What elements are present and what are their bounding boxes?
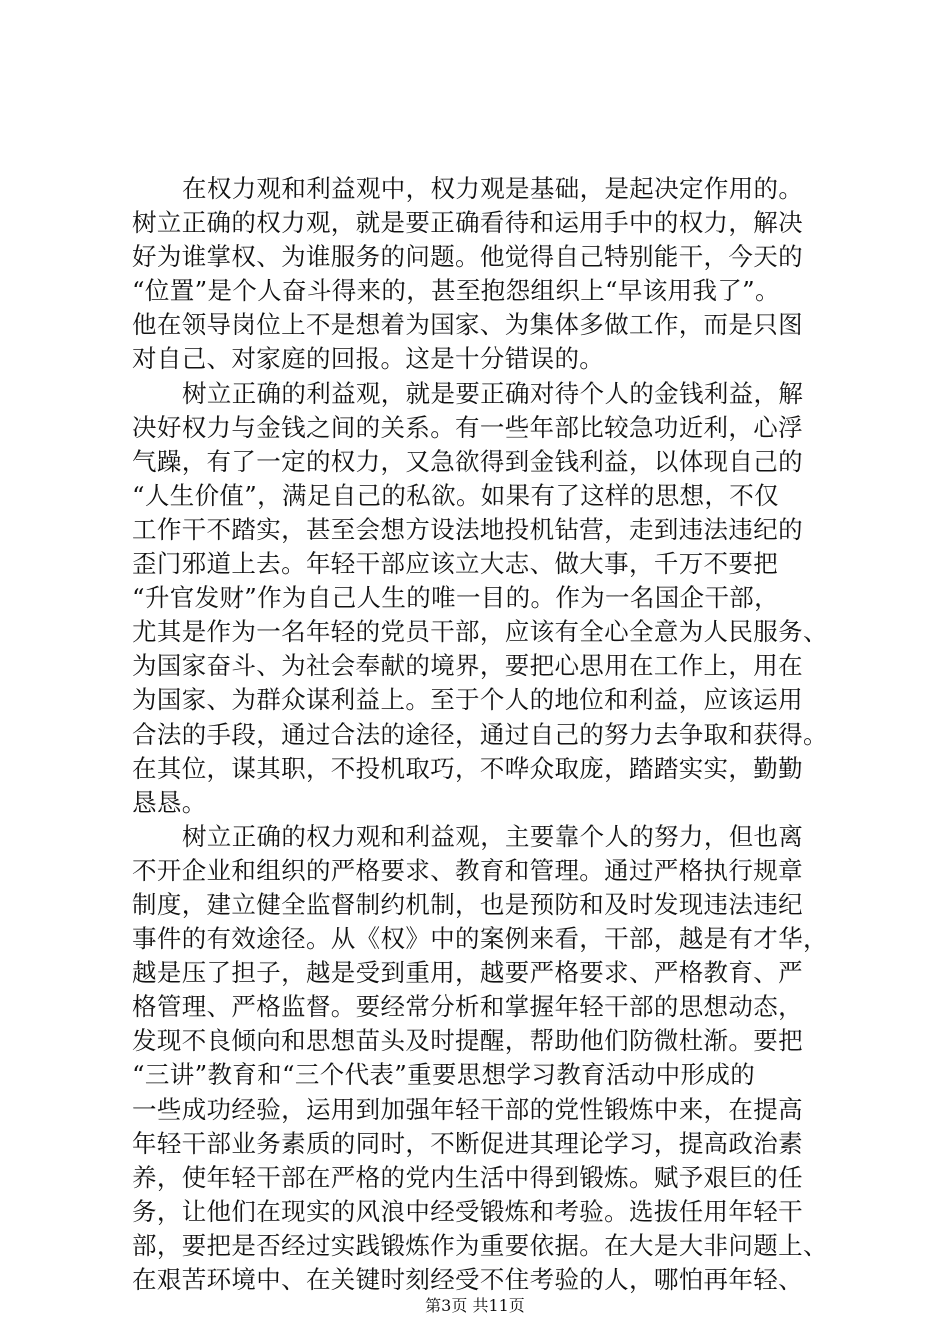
text-line: “升官发财”作为自己人生的唯一目的。作为一名国企干部，: [132, 583, 779, 613]
text-line: 好为谁掌权、为谁服务的问题。他觉得自己特别能干，今天的: [132, 242, 803, 272]
text-line: 在艰苦环境中、在关键时刻经受不住考验的人，哪怕再年轻、: [132, 1265, 803, 1294]
text-line: 越是压了担子，越是受到重用，越要严格要求、严格教育、严: [132, 958, 803, 988]
text-line: 为国家奋斗、为社会奉献的境界，要把心思用在工作上，用在: [132, 651, 803, 681]
text-line: 尤其是作为一名年轻的党员干部，应该有全心全意为人民服务、: [132, 617, 828, 647]
text-line: “人生价值”，满足自己的私欲。如果有了这样的思想，不仅: [132, 480, 779, 510]
text-line: 格管理、严格监督。要经常分析和掌握年轻干部的思想动态，: [132, 992, 803, 1022]
text-line: 不开企业和组织的严格要求、教育和管理。通过严格执行规章: [132, 855, 803, 885]
text-line: 发现不良倾向和思想苗头及时提醒，帮助他们防微杜渐。要把: [132, 1026, 803, 1056]
text-line: 歪门邪道上去。年轻干部应该立大志、做大事，千万不要把: [132, 549, 779, 579]
text-line: 事件的有效途径。从《权》中的案例来看，干部，越是有才华，: [132, 924, 828, 954]
text-line: 养，使年轻干部在严格的党内生活中得到锻炼。赋予艰巨的任: [132, 1162, 803, 1192]
text-line: 务，让他们在现实的风浪中经受锻炼和考验。选拔任用年轻干: [132, 1196, 803, 1226]
body-text: [132, 172, 852, 1297]
text-line: 制度，建立健全监督制约机制，也是预防和及时发现违法违纪: [132, 889, 803, 919]
text-line: 年轻干部业务素质的同时，不断促进其理论学习，提高政治素: [132, 1128, 803, 1158]
text-line: 决好权力与金钱之间的关系。有一些年部比较急功近利，心浮: [132, 412, 803, 442]
page-footer: 第3页 共11页: [425, 1296, 525, 1315]
paragraph-first-line: 树立正确的利益观，就是要正确对待个人的金钱利益，解: [182, 378, 804, 408]
text-line: 恳恳。: [132, 787, 207, 817]
text-line: 部，要把是否经过实践锻炼作为重要依据。在大是大非问题上、: [132, 1230, 828, 1260]
text-line: 一些成功经验，运用到加强年轻干部的党性锻炼中来，在提高: [132, 1094, 803, 1124]
paragraph-first-line: 树立正确的权力观和利益观，主要靠个人的努力，但也离: [182, 821, 804, 851]
text-line: 对自己、对家庭的回报。这是十分错误的。: [132, 344, 605, 374]
text-line: 工作干不踏实，甚至会想方设法地投机钻营，走到违法违纪的: [132, 514, 803, 544]
text-line: 合法的手段，通过合法的途径，通过自己的努力去争取和获得。: [132, 719, 828, 749]
text-line: 树立正确的权力观，就是要正确看待和运用手中的权力，解决: [132, 208, 803, 238]
paragraph-first-line: 在权力观和利益观中，权力观是基础，是起决定作用的。: [182, 174, 804, 203]
text-line: “位置”是个人奋斗得来的，甚至抱怨组织上“早该用我了”。: [132, 276, 780, 306]
text-line: 在其位，谋其职，不投机取巧，不哗众取庞，踏踏实实，勤勤: [132, 753, 803, 783]
text-line: 他在领导岗位上不是想着为国家、为集体多做工作，而是只图: [132, 310, 803, 340]
text-line: 气躁，有了一定的权力，又急欲得到金钱利益，以体现自己的: [132, 446, 803, 476]
text-line: 为国家、为群众谋利益上。至于个人的地位和利益，应该运用: [132, 685, 803, 715]
text-line: “三讲”教育和“三个代表”重要思想学习教育活动中形成的: [132, 1060, 756, 1090]
